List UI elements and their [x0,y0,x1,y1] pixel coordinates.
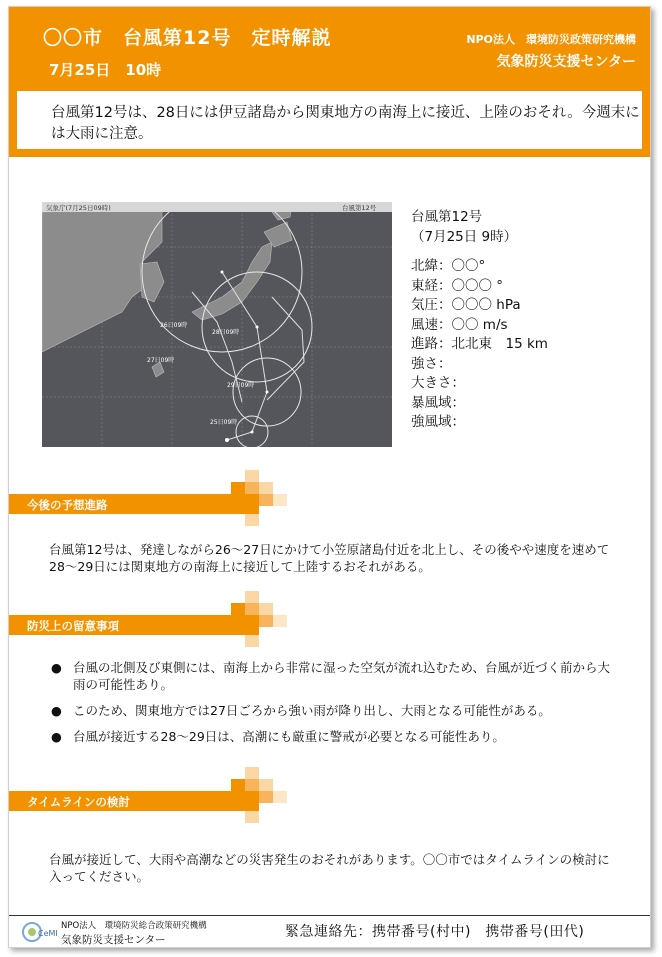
section-header-timeline [9,791,259,811]
forecast-text: 台風第12号は、発達しながら26〜27日にかけて小笠原諸島付近を北上し、その後やや速度を速めて28〜29日には関東地方の南海上に接近して上陸するおそれがある。 [49,542,610,574]
map-time-label: 27日09時 [147,357,175,364]
decor-square [259,603,273,615]
typhoon-info-panel [411,205,548,430]
bullet-icon: ● [51,703,62,718]
info-direction: 進路：北北東 15 km [411,336,548,352]
decor-square [259,494,273,506]
decor-square [259,779,273,791]
decor-square [259,615,273,627]
summary-box [9,91,650,157]
section-title: タイムラインの検討 [27,795,130,809]
cemi-logo-icon [21,921,59,943]
section-title: 防災上の留意事項 [27,619,119,633]
info-pressure: 気圧：〇〇〇 hPa [411,297,521,313]
typhoon-name: 台風第12号 [411,209,483,225]
map-source-label: 気象庁(7月25日09時) [46,204,111,212]
org-name-line2: 気象防災支援センター [496,54,636,70]
info-size: 大きさ： [411,375,465,391]
list-item: ● 台風の北側及び東側には、南海上から非常に湿った空気が流れ込むため、台風が近づく前から大雨の可能性あり。 [51,660,611,692]
footer-org-line2: 気象防災支援センター [61,934,166,946]
info-latitude: 北緯：〇〇° [411,258,486,274]
map-graphic [42,202,392,447]
map-time-label: 25日09時 [210,419,238,426]
bulletin-date: 7月25日 10時 [49,61,162,79]
info-wind-speed: 風速：〇〇 m/s [411,316,508,333]
svg-text:CeMI: CeMI [38,929,58,938]
info-storm-area: 暴風域： [411,394,465,411]
decor-square [231,482,245,494]
decor-square [245,811,259,823]
decor-square [273,615,287,627]
decor-square [231,779,245,791]
footer-divider [9,915,650,916]
typhoon-forecast-map [42,202,392,447]
timeline-text: 台風が接近して、大雨や高潮などの災害発生のおそれがあります。〇〇市ではタイムラインの検討に入ってください。 [49,852,610,884]
summary-text: 台風第12号は、28日には伊豆諸島から関東地方の南海上に接近、上陸のおそれ。今週末には大雨に注意。 [51,105,640,142]
map-time-label: 29日09時 [227,382,255,389]
header-banner [9,7,650,91]
map-time-label: 28日09時 [212,329,240,336]
bulletin-title: 〇〇市 台風第12号 定時解説 [43,27,332,49]
decor-square [245,482,259,494]
map-typhoon-label: 台風第12号 [342,204,377,212]
info-strength: 強さ： [411,355,452,372]
caution-list [51,659,611,754]
footer-org-line1: NPO法人 環境防災総合政策研究機構 [61,921,207,931]
emergency-contact: 緊急連絡先：携帯番号(村中) 携帯番号(田代) [285,924,585,940]
decor-square [231,603,245,615]
bulletin-page [8,6,651,948]
section-header-caution [9,615,259,635]
observation-time: （7月25日 9時） [411,228,518,245]
list-item: ● このため、関東地方では27日ごろから強い雨が降り出し、大雨となる可能性がある。 [51,703,551,718]
info-strong-wind-area: 強風域： [411,414,465,430]
decor-square [259,791,273,803]
decor-square [273,494,287,506]
section-header-forecast [9,494,259,514]
list-item: ● 台風が接近する28〜29日は、高潮にも厳重に警戒が必要となる可能性あり。 [51,729,505,744]
section-title: 今後の予想進路 [27,498,108,512]
info-longitude: 東経：〇〇〇 ° [411,277,504,294]
bullet-icon: ● [51,729,62,744]
decor-square [245,591,259,603]
decor-square [273,791,287,803]
decor-square [245,603,259,615]
decor-square [259,482,273,494]
decor-square [245,514,259,526]
decor-square [245,779,259,791]
org-name-line1: NPO法人 環境防災政策研究機構 [466,33,636,46]
decor-square [245,470,259,482]
decor-square [245,767,259,779]
map-time-label: 26日09時 [160,322,188,329]
decor-square [245,635,259,647]
bullet-icon: ● [51,660,62,675]
